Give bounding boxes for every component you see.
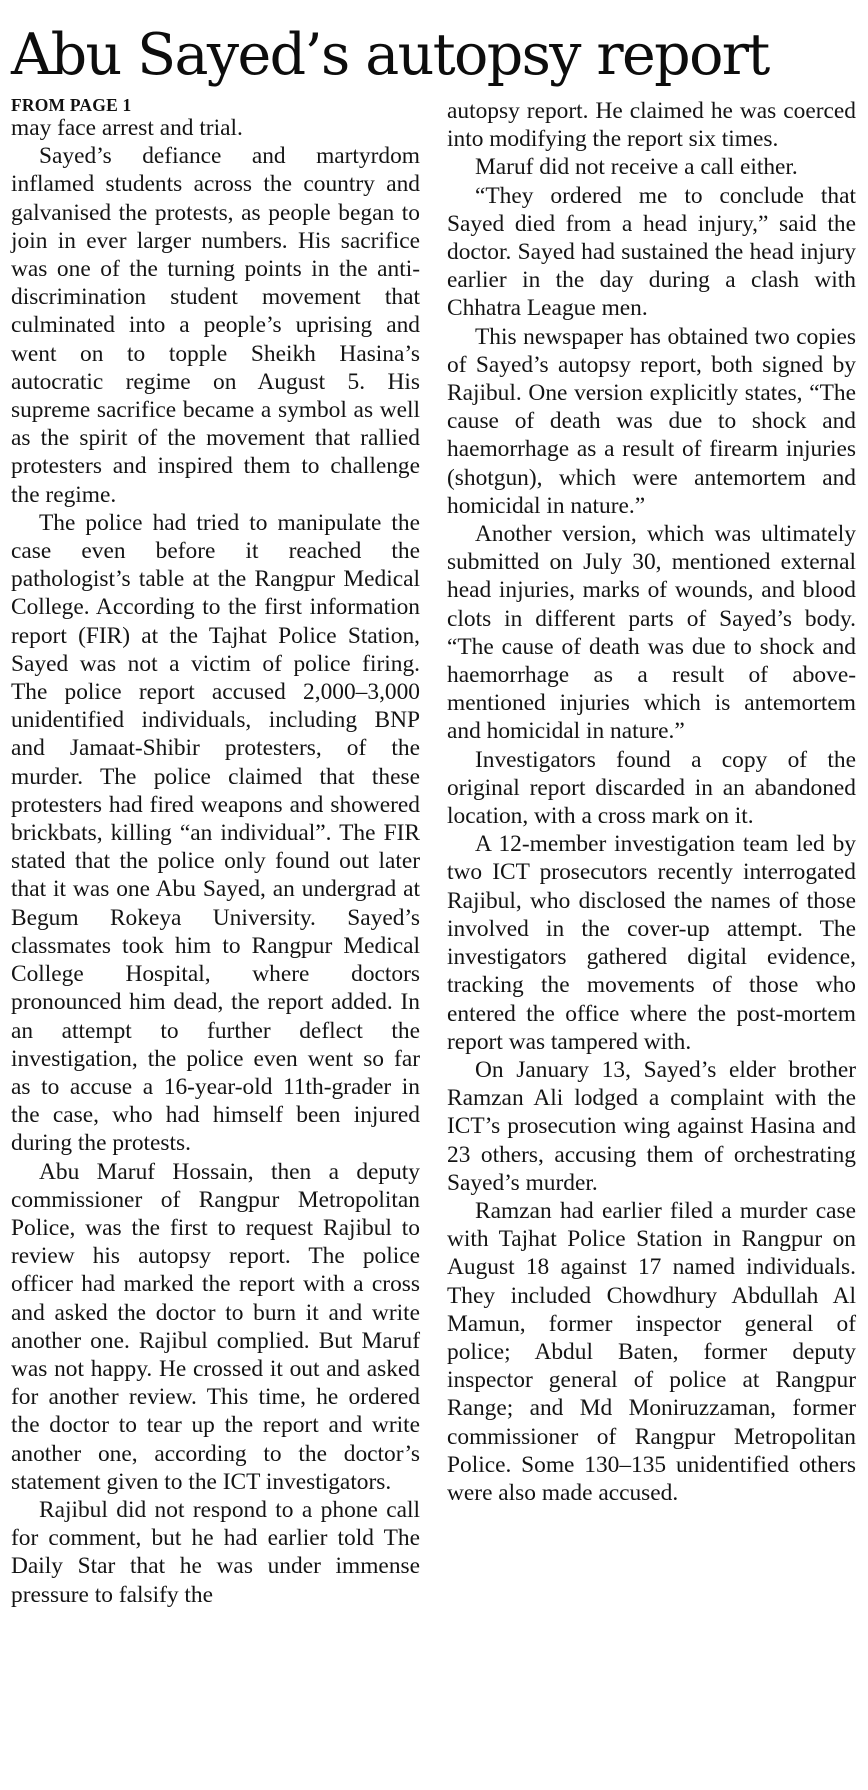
headline: Abu Sayed’s autopsy report — [11, 22, 769, 88]
paragraph: Sayed’s defiance and martyrdom inflamed students across the country and galvanised the protests, as people began to join in ever larger numbers. His sacrifice was one of the turning points in the anti-discrimination student movement that culminated into a people’s uprising and went on to topple Sheikh Hasina’s autocratic regime on August 5. His supreme sacrifice became a symbol as well as the spirit of the movement that rallied protesters and inspired them to challenge the regime. — [11, 143, 420, 508]
continued-from-label: FROM PAGE 1 — [11, 95, 132, 115]
paragraph: Ramzan had earlier filed a murder case with Tajhat Police Station in Rangpur on August 18 against 17 named individuals. They included Chowdhury Abdullah Al Mamun, former inspector general of police; Abdul Baten, former deputy inspector general of police at Rangpur Range; and Md Moniruzzaman, former commissioner of Rangpur Metropolitan Police. Some 130–135 unidentified others were also made accused. — [447, 1197, 856, 1506]
paragraph: On January 13, Sayed’s elder brother Ramzan Ali lodged a complaint with the ICT’s prosecution wing against Hasina and 23 others, accusing them of orchestrating Sayed’s murder. — [447, 1056, 856, 1196]
paragraph: Rajibul did not respond to a phone call for comment, but he had earlier told The Daily Star that he was under immense pressure to falsify the — [11, 1496, 420, 1608]
paragraph: Investigators found a copy of the original report discarded in an abandoned location, with a cross mark on it. — [447, 746, 856, 830]
paragraph: This newspaper has obtained two copies of Sayed’s autopsy report, both signed by Rajibul. One version explicitly states, “The cause of death was due to shock and haemorrhage as a result of firearm injuries (shotgun), which were antemortem and homicidal in nature.” — [447, 323, 856, 519]
paragraph: Abu Maruf Hossain, then a deputy commissioner of Rangpur Metropolitan Police, was the first to request Rajibul to review his autopsy report. The police officer had marked the report with a cross and asked the doctor to burn it and write another one. Rajibul complied. But Maruf was not happy. He crossed it out and asked for another review. This time, he ordered the doctor to tear up the report and write another one, according to the doctor’s statement given to the ICT investigators. — [11, 1158, 420, 1495]
paragraph: Maruf did not receive a call either. — [475, 154, 798, 181]
paragraph: may face arrest and trial. — [11, 115, 243, 141]
paragraph: “They ordered me to conclude that Sayed died from a head injury,” said the doctor. Sayed had sustained the head injury earlier in the day during a clash with Chhatra League men. — [447, 182, 856, 322]
left-column — [11, 97, 420, 1609]
paragraph: Another version, which was ultimately submitted on July 30, mentioned external head injuries, marks of wounds, and blood clots in different parts of Sayed’s body. “The cause of death was due to shock and haemorrhage as a result of above-mentioned injuries which is antemortem and homicidal in nature.” — [447, 521, 856, 745]
paragraph: A 12-member investigation team led by two ICT prosecutors recently interrogated Rajibul, who disclosed the names of those involved in the cover-up attempt. The investigators gathered digital evidence, tracking the movements of those who entered the office where the post-mortem report was tampered with. — [447, 831, 856, 1055]
right-column — [447, 97, 856, 1507]
paragraph: autopsy report. He claimed he was coerced into modifying the report six times. — [447, 98, 856, 153]
paragraph: The police had tried to manipulate the case even before it reached the pathologist’s table at the Rangpur Medical College. According to the first information report (FIR) at the Tajhat Police Station, Sayed was not a victim of police firing. The police report accused 2,000–3,000 unidentified individuals, including BNP and Jamaat-Shibir protesters, of the murder. The police claimed that these protesters had fired weapons and showered brickbats, killing “an individual”. The FIR stated that the police only found out later that it was one Abu Sayed, an undergrad at Begum Rokeya University. Sayed’s classmates took him to Rangpur Medical College Hospital, where doctors pronounced him dead, the report added. In an attempt to further deflect the investigation, the police even went so far as to accuse a 16-year-old 11th-grader in the case, who had himself been injured during the protests. — [11, 509, 420, 1157]
